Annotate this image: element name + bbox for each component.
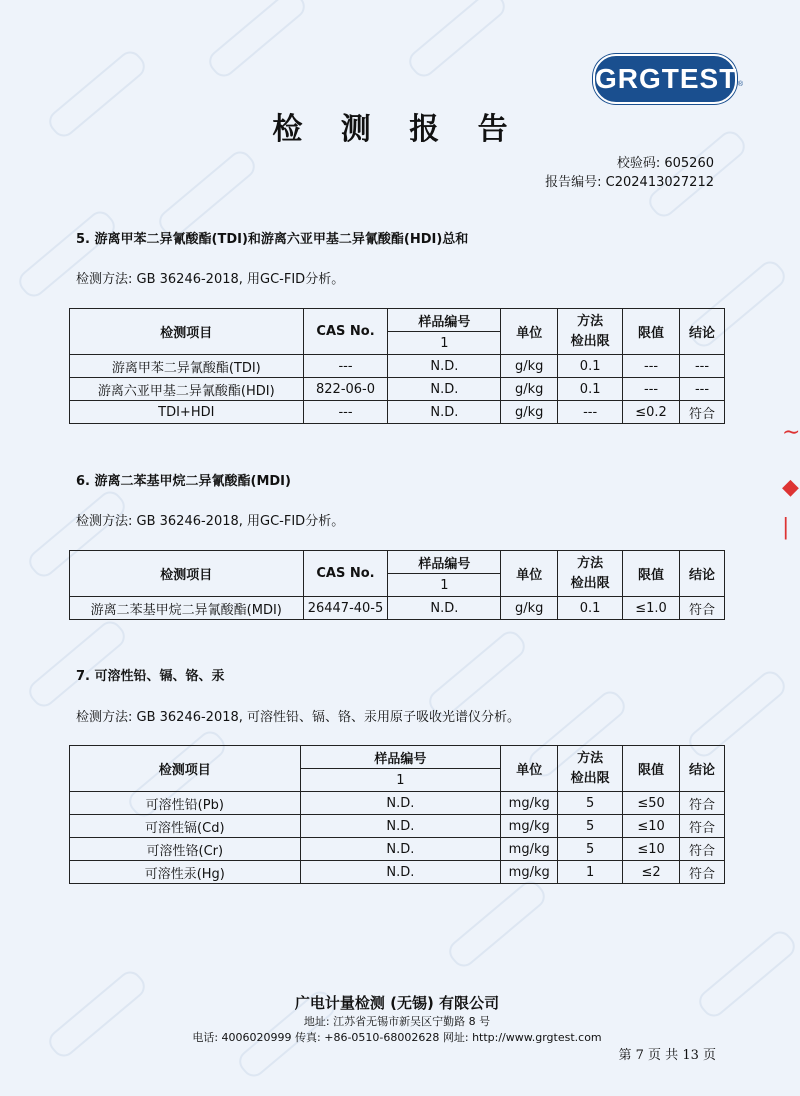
cell-item: 游离六亚甲基二异氰酸酯(HDI) <box>70 378 304 401</box>
cell-conclusion: 符合 <box>680 597 725 620</box>
logo-text: GRGTEST <box>595 63 738 94</box>
header-conclusion: 结论 <box>680 746 725 792</box>
verify-code: 校验码: 605260 <box>616 156 714 171</box>
cell-mdl: 0.1 <box>558 355 623 378</box>
watermark <box>404 0 509 81</box>
cell-conclusion: 符合 <box>680 401 725 424</box>
cell-mdl: 1 <box>558 861 623 884</box>
cell-limit: ≤2 <box>623 861 680 884</box>
cell-cas: --- <box>303 401 388 424</box>
cell-unit: mg/kg <box>501 815 558 838</box>
cell-item: 可溶性铬(Cr) <box>70 838 301 861</box>
cell-mdl: 5 <box>558 792 623 815</box>
seal-fragment: ◆ <box>782 475 799 500</box>
header-sample: 样品编号 <box>388 551 501 574</box>
cell-mdl: 5 <box>558 815 623 838</box>
cell-conclusion: 符合 <box>680 861 725 884</box>
cell-result: N.D. <box>300 861 501 884</box>
cell-result: N.D. <box>300 838 501 861</box>
section-5-title: 5. 游离甲苯二异氰酸酯(TDI)和游离六亚甲基二异氰酸酯(HDI)总和 <box>76 232 469 247</box>
cell-limit: --- <box>623 355 680 378</box>
cell-unit: g/kg <box>501 597 558 620</box>
seal-fragment: | <box>782 515 790 540</box>
cell-unit: g/kg <box>501 378 558 401</box>
cell-mdl: 0.1 <box>558 597 623 620</box>
cell-conclusion: --- <box>680 355 725 378</box>
header-mdl: 方法 检出限 <box>558 746 623 792</box>
header-sample-no: 1 <box>300 769 501 792</box>
table-row <box>70 597 725 620</box>
section-7-table <box>69 745 725 884</box>
cell-item: 可溶性汞(Hg) <box>70 861 301 884</box>
header-unit: 单位 <box>501 309 558 355</box>
header-cas: CAS No. <box>303 551 388 597</box>
grgtest-logo <box>593 54 743 104</box>
cell-unit: g/kg <box>501 355 558 378</box>
cell-conclusion: 符合 <box>680 815 725 838</box>
table-row <box>70 815 725 838</box>
cell-unit: g/kg <box>501 401 558 424</box>
section-6-method: 检测方法: GB 36246-2018, 用GC-FID分析。 <box>76 514 345 529</box>
cell-result: N.D. <box>388 597 501 620</box>
header-limit: 限值 <box>623 551 680 597</box>
cell-limit: ≤0.2 <box>623 401 680 424</box>
footer-address: 地址: 江苏省无锡市新吴区宁勤路 8 号 <box>303 1015 491 1028</box>
seal-fragment: ∼ <box>782 420 800 445</box>
header-sample-no: 1 <box>388 574 501 597</box>
watermark <box>24 617 129 712</box>
cell-cas: --- <box>303 355 388 378</box>
header-limit: 限值 <box>623 309 680 355</box>
cell-item: 可溶性铅(Pb) <box>70 792 301 815</box>
section-5-table <box>69 308 725 424</box>
table-row <box>70 861 725 884</box>
table-row <box>70 401 725 424</box>
cell-limit: ≤50 <box>623 792 680 815</box>
header-mdl: 方法 检出限 <box>558 309 623 355</box>
footer-company: 广电计量检测 (无锡) 有限公司 <box>294 994 500 1012</box>
header-conclusion: 结论 <box>680 309 725 355</box>
cell-result: N.D. <box>388 355 501 378</box>
cell-cas: 26447-40-5 <box>303 597 388 620</box>
cell-result: N.D. <box>300 792 501 815</box>
watermark <box>444 877 549 972</box>
section-6-title: 6. 游离二苯基甲烷二异氰酸酯(MDI) <box>76 474 291 489</box>
cell-mdl: 5 <box>558 838 623 861</box>
cell-unit: mg/kg <box>501 792 558 815</box>
table-row <box>70 355 725 378</box>
header-mdl: 方法 检出限 <box>558 551 623 597</box>
cell-conclusion: 符合 <box>680 792 725 815</box>
cell-conclusion: 符合 <box>680 838 725 861</box>
cell-item: 游离甲苯二异氰酸酯(TDI) <box>70 355 304 378</box>
header-item: 检测项目 <box>70 746 301 792</box>
cell-mdl: --- <box>558 401 623 424</box>
footer-contacts: 电话: 4006020999 传真: +86-0510-68002628 网址: http://www.grgtest.com <box>192 1031 602 1044</box>
header-item: 检测项目 <box>70 309 304 355</box>
table-row <box>70 792 725 815</box>
cell-item: TDI+HDI <box>70 401 304 424</box>
header-sample: 样品编号 <box>388 309 501 332</box>
cell-item: 可溶性镉(Cd) <box>70 815 301 838</box>
section-7-title: 7. 可溶性铅、镉、铬、汞 <box>76 669 225 684</box>
cell-unit: mg/kg <box>501 861 558 884</box>
watermark <box>204 0 309 81</box>
cell-limit: ≤1.0 <box>623 597 680 620</box>
cell-item: 游离二苯基甲烷二异氰酸酯(MDI) <box>70 597 304 620</box>
table-row <box>70 838 725 861</box>
cell-result: N.D. <box>388 401 501 424</box>
header-limit: 限值 <box>623 746 680 792</box>
cell-unit: mg/kg <box>501 838 558 861</box>
table-row <box>70 378 725 401</box>
header-sample: 样品编号 <box>300 746 501 769</box>
header-item: 检测项目 <box>70 551 304 597</box>
cell-limit: --- <box>623 378 680 401</box>
cell-result: N.D. <box>300 815 501 838</box>
section-7-method: 检测方法: GB 36246-2018, 可溶性铅、镉、铬、汞用原子吸收光谱仪分析。 <box>76 710 521 725</box>
cell-result: N.D. <box>388 378 501 401</box>
report-title: 检 测 报 告 <box>272 112 522 147</box>
header-cas: CAS No. <box>303 309 388 355</box>
section-5-method: 检测方法: GB 36246-2018, 用GC-FID分析。 <box>76 272 345 287</box>
header-conclusion: 结论 <box>680 551 725 597</box>
watermark <box>14 207 119 302</box>
page-number: 第 7 页 共 13 页 <box>618 1048 716 1063</box>
cell-conclusion: --- <box>680 378 725 401</box>
cell-mdl: 0.1 <box>558 378 623 401</box>
registered-mark: ® <box>737 81 743 88</box>
cell-limit: ≤10 <box>623 815 680 838</box>
cell-limit: ≤10 <box>623 838 680 861</box>
header-unit: 单位 <box>501 746 558 792</box>
header-sample-no: 1 <box>388 332 501 355</box>
header-unit: 单位 <box>501 551 558 597</box>
report-number: 报告编号: C202413027212 <box>545 175 714 190</box>
section-6-table <box>69 550 725 620</box>
cell-cas: 822-06-0 <box>303 378 388 401</box>
